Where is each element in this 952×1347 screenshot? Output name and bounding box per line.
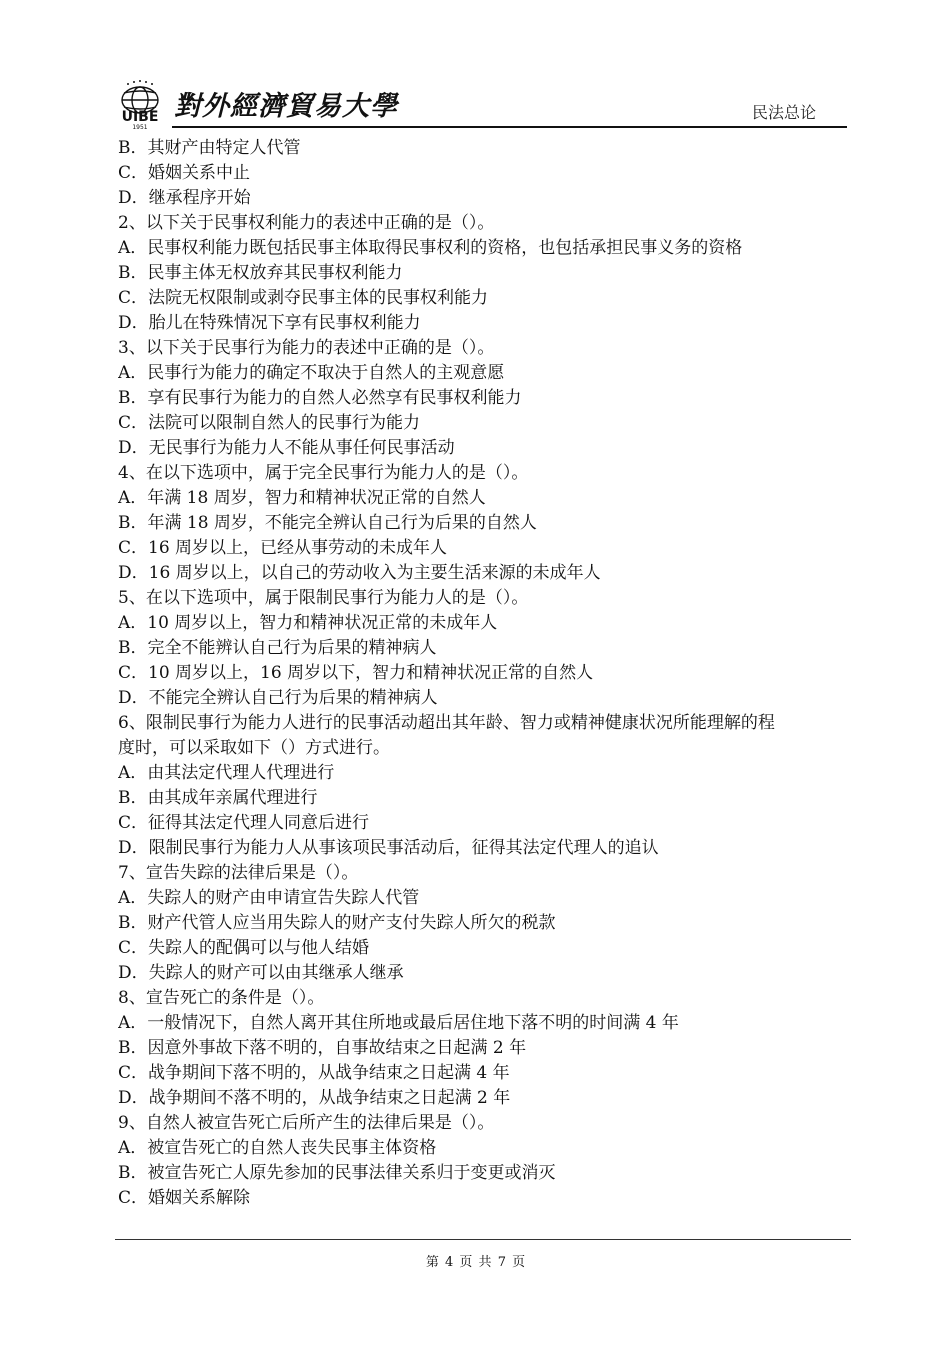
text-line: A．民事权利能力既包括民事主体取得民事权利的资格，也包括承担民事义务的资格 bbox=[118, 238, 743, 258]
text-line: B．完全不能辨认自己行为后果的精神病人 bbox=[118, 638, 437, 658]
text-line: B．民事主体无权放弃其民事权利能力 bbox=[118, 263, 403, 283]
text-line: A．10 周岁以上，智力和精神状况正常的未成年人 bbox=[118, 613, 498, 633]
text-line: C．失踪人的配偶可以与他人结婚 bbox=[118, 938, 370, 958]
text-line: B．被宣告死亡人原先参加的民事法律关系归于变更或消灭 bbox=[118, 1163, 556, 1183]
text-line: C．婚姻关系解除 bbox=[118, 1188, 251, 1208]
question-line: 9、自然人被宣告死亡后所产生的法律后果是（）。 bbox=[118, 1113, 495, 1133]
course-title: 民法总论 bbox=[751, 103, 816, 122]
svg-text:1951: 1951 bbox=[132, 124, 148, 130]
text-line: D．不能完全辨认自己行为后果的精神病人 bbox=[118, 688, 438, 708]
page-header bbox=[110, 78, 850, 130]
question-line: 8、宣告死亡的条件是（）。 bbox=[118, 988, 325, 1008]
text-line: C．婚姻关系中止 bbox=[118, 163, 251, 183]
text-line: B．其财产由特定人代管 bbox=[118, 138, 301, 158]
page-number: 第 4 页 共 7 页 bbox=[425, 1255, 527, 1270]
question-line: 6、限制民事行为能力人进行的民事活动超出其年龄、智力或精神健康状况所能理解的程 bbox=[118, 713, 775, 733]
text-line: B．因意外事故下落不明的，自事故结束之日起满 2 年 bbox=[118, 1038, 527, 1058]
header-divider bbox=[172, 126, 847, 128]
text-line: A．民事行为能力的确定不取决于自然人的主观意愿 bbox=[118, 363, 505, 383]
text-line: C．法院可以限制自然人的民事行为能力 bbox=[118, 413, 421, 433]
text-line: B．年满 18 周岁，不能完全辨认自己行为后果的自然人 bbox=[118, 513, 537, 533]
university-logo bbox=[110, 78, 170, 130]
text-line: C．法院无权限制或剥夺民事主体的民事权利能力 bbox=[118, 288, 489, 308]
text-line: A．由其法定代理人代理进行 bbox=[118, 763, 335, 783]
question-line: 3、以下关于民事行为能力的表述中正确的是（）。 bbox=[118, 338, 495, 358]
text-line: A．年满 18 周岁，智力和精神状况正常的自然人 bbox=[118, 488, 486, 508]
text-line: D．胎儿在特殊情况下享有民事权利能力 bbox=[118, 313, 421, 333]
svg-text:UIBE: UIBE bbox=[121, 109, 159, 125]
question-line: 2、以下关于民事权利能力的表述中正确的是（）。 bbox=[118, 213, 495, 233]
text-line: D．无民事行为能力人不能从事任何民事活动 bbox=[118, 438, 455, 458]
question-line: 7、宣告失踪的法律后果是（）。 bbox=[118, 863, 359, 883]
text-line: B．由其成年亲属代理进行 bbox=[118, 788, 318, 808]
text-line: D．继承程序开始 bbox=[118, 188, 251, 208]
text-line: B．享有民事行为能力的自然人必然享有民事权利能力 bbox=[118, 388, 522, 408]
school-name: 對外經濟貿易大學 bbox=[174, 91, 398, 122]
text-line: C．征得其法定代理人同意后进行 bbox=[118, 813, 370, 833]
document-body bbox=[118, 136, 856, 1211]
text-line: A．被宣告死亡的自然人丧失民事主体资格 bbox=[118, 1138, 437, 1158]
question-line: 4、在以下选项中，属于完全民事行为能力人的是（）。 bbox=[118, 463, 529, 483]
text-line: D．战争期间不落不明的，从战争结束之日起满 2 年 bbox=[118, 1088, 511, 1108]
text-line: A．一般情况下，自然人离开其住所地或最后居住地下落不明的时间满 4 年 bbox=[118, 1013, 679, 1033]
question-line: 5、在以下选项中，属于限制民事行为能力人的是（）。 bbox=[118, 588, 529, 608]
text-line: C．战争期间下落不明的，从战争结束之日起满 4 年 bbox=[118, 1063, 510, 1083]
text-line: C．16 周岁以上，已经从事劳动的未成年人 bbox=[118, 538, 448, 558]
text-line: C．10 周岁以上，16 周岁以下，智力和精神状况正常的自然人 bbox=[118, 663, 594, 683]
text-line: A．失踪人的财产由申请宣告失踪人代管 bbox=[118, 888, 420, 908]
text-line: D．16 周岁以上，以自己的劳动收入为主要生活来源的未成年人 bbox=[118, 563, 601, 583]
text-line: D．限制民事行为能力人从事该项民事活动后，征得其法定代理人的追认 bbox=[118, 838, 659, 858]
text-line: D．失踪人的财产可以由其继承人继承 bbox=[118, 963, 404, 983]
text-line: 度时，可以采取如下（）方式进行。 bbox=[118, 738, 390, 758]
text-line: B．财产代管人应当用失踪人的财产支付失踪人所欠的税款 bbox=[118, 913, 556, 933]
footer-divider bbox=[115, 1239, 851, 1240]
